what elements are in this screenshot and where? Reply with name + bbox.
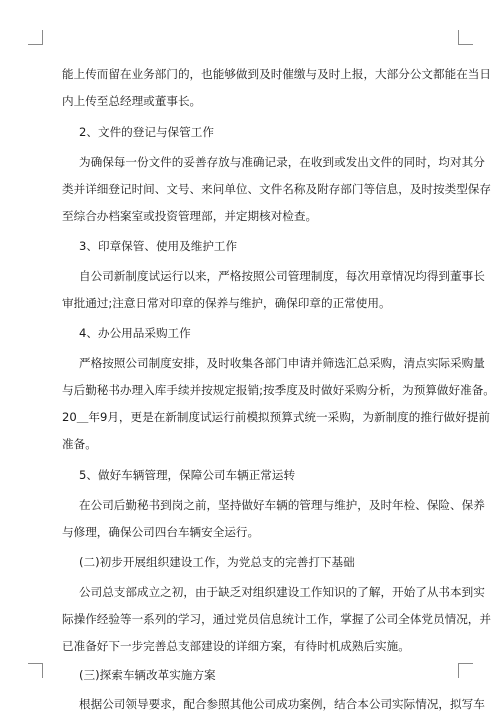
text-line: 在公司后勤秘书到岗之前，坚持做好车辆的管理与维护，及时年检、保险、保养 xyxy=(79,498,485,512)
section-heading: 3、印章保管、使用及维护工作 xyxy=(79,239,238,253)
text-line: 20＿年9月，更是在新制度试运行前模拟预算式统一采购，为新制度的推行做好提前 xyxy=(62,410,490,424)
text-line: 能上传而留在业务部门的，也能够做到及时催缴与及时上报，大部分公文都能在当日 xyxy=(62,67,491,81)
text-line: 公司总支部成立之初，由于缺乏对组织建设工作知识的了解，开始了从书本到实 xyxy=(79,585,485,599)
text-line: 已准备好下一步完善总支部建设的详细方案，有待时机成熟后实施。 xyxy=(62,639,410,653)
text-line: 内上传至总经理或董事长。 xyxy=(62,94,202,108)
text-line: 严格按照公司制度安排，及时收集各部门申请并筛选汇总采购，清点实际采购量 xyxy=(79,356,485,370)
text-line: 与修理，确保公司四台车辆安全运行。 xyxy=(62,525,260,539)
section-heading: (二)初步开展组织建设工作，为党总支的完善打下基础 xyxy=(79,555,355,569)
text-line: 类并详细登记时间、文号、来问单位、文件名称及附存部门等信息，及时按类型保存 xyxy=(62,182,491,196)
crop-mark-bottom-left xyxy=(28,663,43,678)
section-heading: 2、文件的登记与保管工作 xyxy=(79,125,214,139)
text-line: 准备。 xyxy=(62,437,97,451)
crop-mark-top-right xyxy=(458,30,473,45)
section-heading: 5、做好车辆管理，保障公司车辆正常运转 xyxy=(79,468,296,482)
crop-mark-top-left xyxy=(28,30,43,45)
text-line: 审批通过;注意日常对印章的保养与维护，确保印章的正常使用。 xyxy=(62,296,391,310)
text-line: 至综合办档案室或投资管理部，并定期核对检查。 xyxy=(62,209,318,223)
text-line: 为确保每一份文件的妥善存放与准确记录，在收到或发出文件的同时，均对其分 xyxy=(79,155,485,169)
text-line: 际操作经验等一系列的学习，通过党员信息统计工作，掌握了公司全体党员情况，并 xyxy=(62,612,491,626)
crop-mark-bottom-right xyxy=(458,663,473,678)
section-heading: 4、办公用品采购工作 xyxy=(79,326,191,340)
text-line: 根据公司领导要求，配合参照其他公司成功案例，结合本公司实际情况，拟写车 xyxy=(79,697,485,711)
section-heading: (三)探索车辆改革实施方案 xyxy=(79,668,216,682)
text-line: 自公司新制度试运行以来，严格按照公司管理制度，每次用章情况均得到董事长 xyxy=(79,269,485,283)
text-line: 与后勤秘书办理入库手续并按规定报销;按季度及时做好采购分析，为预算做好准备。 xyxy=(62,383,495,397)
